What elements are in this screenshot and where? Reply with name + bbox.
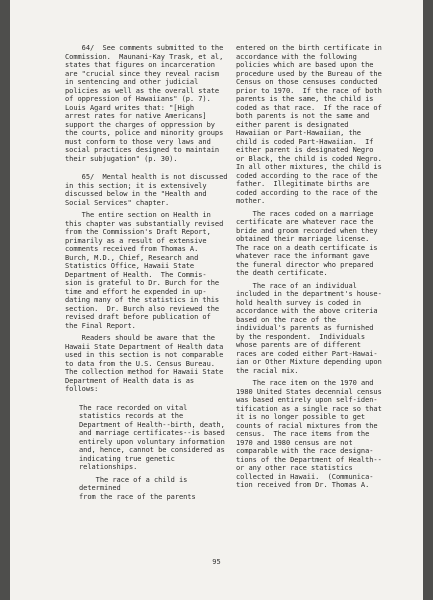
binding-edge-left [0, 0, 10, 600]
binding-edge-right [423, 0, 433, 600]
household-survey-coding: The race of an individual included in the department's house- hold health survey is coded in accordance with the above criteria based on the race of the individual's parents as furnished by the respondent. Individuals whose parents are of different races are coded either Part-Hawai- ian or Other Mixture depending upon the racial mix. [236, 281, 382, 375]
census-race-item: The race item on the 1970 and 1980 United States decennial census was based entirely upon self-iden- tification as a single race so that it is no longer possible to get counts of racial mixtures from the census. The race items from the 1970 and 1980 census are not comparable with the race designa- tions of the Department of Health-- or any other race statistics collected in Hawaii. (Communica- tion received from Dr. Thomas A. [236, 379, 382, 489]
page-number: 95 [212, 558, 221, 566]
birth-coding-policy: entered on the birth certificate in accordance with the following policies which are based upon the procedure used by the Bureau of the Census on those censuses conducted prior to 1970. If the race of both parents is the same, the child is coded as that race. If the race of both parents is not the same and either parent is designated Hawaiian or Part-Hawaiian, the child is coded Part-Hawaiian. If either parent is designated Negro or Black, the child is coded Negro. In all other mixtures, the child is coded according to the race of the father. Illegitimate births are coded according to the race of the mother. [236, 44, 382, 205]
left-column [65, 44, 228, 505]
health-revision-note: The entire section on Health in this chapter was substantially revised from the Commission's Draft Report, primarily as a result of extensive comments received from Thomas A. Burch, M.D., Chief, Research and Statistics Office, Hawaii State Department of Health. The Commis- sion is grateful to Dr. Burch for the time and effort he expended in up- dating many of the statistics in this section. Dr. Burch also reviewed the revised draft before publication of the Final Report. [65, 211, 224, 330]
footnote-64: 64/ See comments submitted to the Commission. Maunani-Kay Trask, et al, states that figures on incarceration are "crucial since they reveal racism in sentencing and other judicial policies as well as the overall state of oppression of Hawaiians" (p. 7). Louis Agard writes that: "[High arrest rates for native Americans] support the charges of oppression by the courts, police and minority groups must conform to those very laws and social practices designed to maintain their subjugation" (p. 30). [65, 44, 224, 163]
data-comparability-note: Readers should be aware that the Hawaii State Department of Health data used in this section is not comparable to data from the U.S. Census Bureau. The collection method for Hawaii State Department of Health data is as follows: [65, 334, 224, 393]
marriage-death-coding: The races coded on a marriage certificate are whatever race the bride and groom recorded when they obtained their marriage license. The race on a death certificate is whatever race the informant gave the funeral director who prepared the death certificate. [236, 209, 378, 277]
quoted-child-race-rule: The race of a child is determined from the race of the parents [79, 475, 196, 501]
footnote-65: 65/ Mental health is not discussed in this section; it is extensively discussed below in the "Health and Social Services" chapter. [65, 173, 228, 207]
right-column [236, 44, 399, 494]
quoted-collection-method: The race recorded on vital statistics records at the Department of Health--birth, death, and marriage certificates--is based entirely upon voluntary information and, hence, cannot be considered as indicating true genetic relationships. [79, 403, 225, 471]
